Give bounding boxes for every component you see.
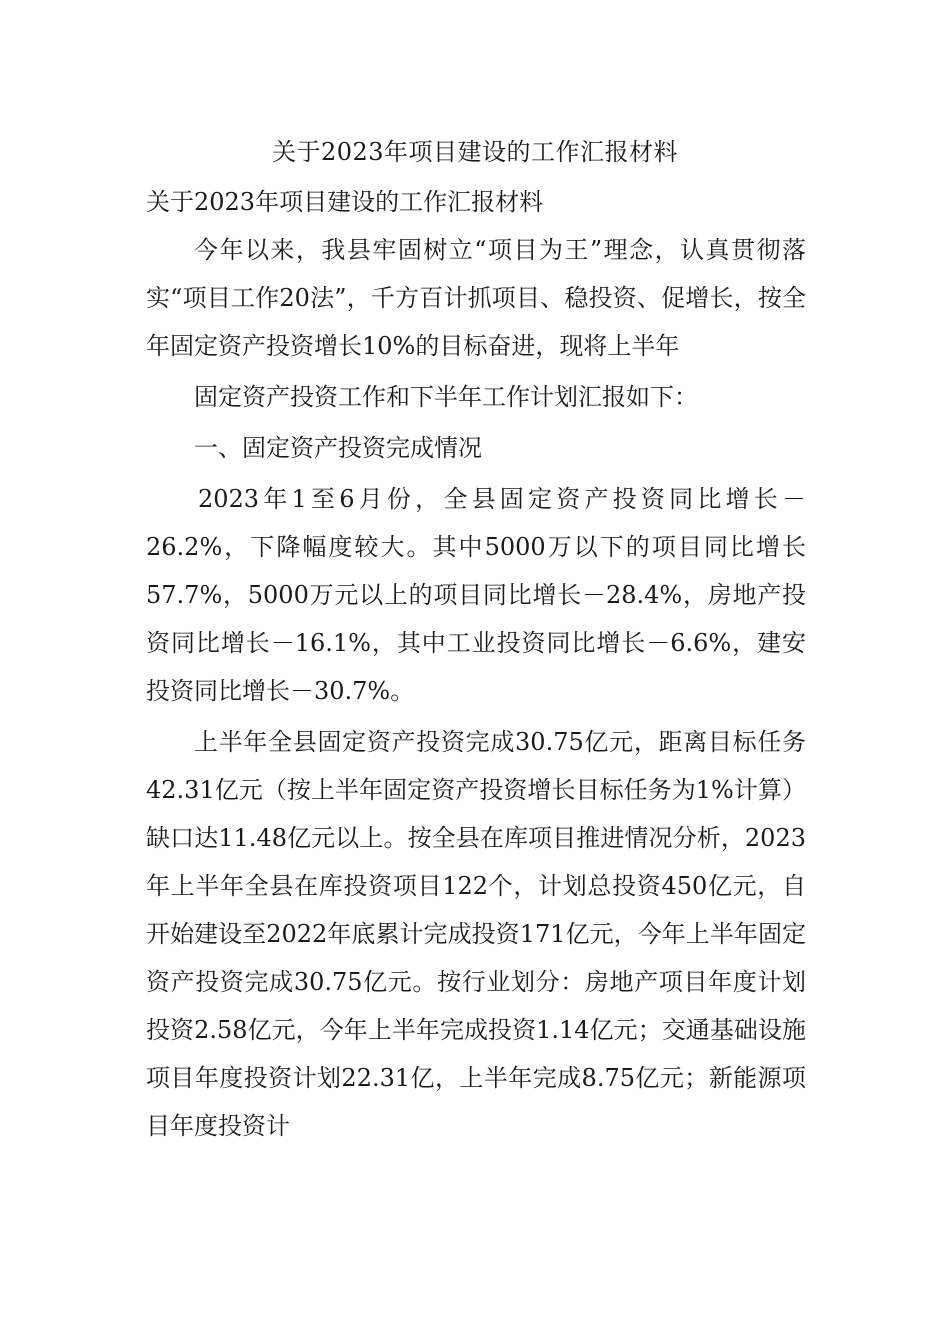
paragraph-report-scope: 固定资产投资工作和下半年工作计划汇报如下： [194,383,698,411]
paragraph-investment-growth: 2023年1至6月份，全县固定资产投资同比增长－26.2%，下降幅度较大。其中5000万以下的项目同比增长57.7%，5000万元以上的项目同比增长－28.4%，房地产投资同比增长－16.1%，其中工业投资同比增长－6.6%，建安投资同比增长－30.7%。 [146,485,806,705]
section-heading-investment: 一、固定资产投资完成情况 [194,434,482,462]
paragraph-intro: 今年以来，我县牢固树立“项目为王”理念，认真贯彻落实“项目工作20法”，千方百计抓项目、稳投资、促增长，按全年固定资产投资增长10%的目标奋进，现将上半年 [146,236,806,360]
document-body [146,178,806,1150]
document-title: 关于2023年项目建设的工作汇报材料 [271,138,679,166]
paragraph-investment-completion: 上半年全县固定资产投资完成30.75亿元，距离目标任务42.31亿元（按上半年固定资产投资增长目标任务为1%计算）缺口达11.48亿元以上。按全县在库项目推进情况分析，2023年上半年全县在库投资项目122个，计划总投资450亿元，自开始建设至2022年底累计完成投资171亿元，今年上半年固定资产投资完成30.75亿元。按行业划分：房地产项目年度计划投资2.58亿元，今年上半年完成投资1.14亿元；交通基础设施项目年度投资计划22.31亿，上半年完成8.75亿元；新能源项目年度投资计 [146,728,806,1140]
document-subtitle: 关于2023年项目建设的工作汇报材料 [146,188,544,216]
